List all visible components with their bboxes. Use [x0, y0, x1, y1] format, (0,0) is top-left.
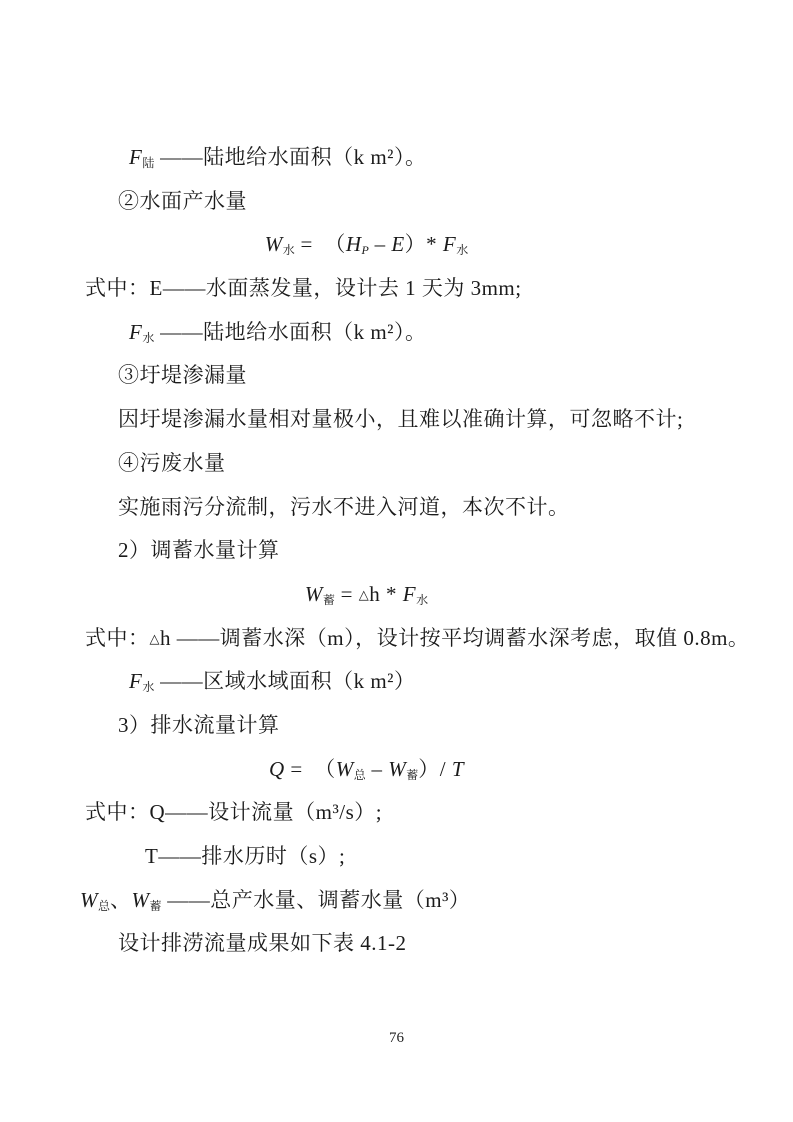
text-segment: ——区域水域面积（k m²）	[154, 669, 416, 694]
text-segment: ）*	[404, 232, 443, 257]
text-segment: 因圩堤渗漏水量相对量极小，且难以准确计算，可忽略不计;	[118, 407, 684, 432]
formula-variable: F	[129, 319, 143, 344]
formula-line	[0, 748, 793, 792]
text-line	[0, 922, 793, 966]
text-segment: 实施雨污分流制，污水不进入河道，本次不计。	[118, 494, 570, 519]
text-segment: 水	[456, 243, 469, 258]
formula-variable: W	[304, 581, 323, 606]
text-line	[0, 442, 793, 486]
text-line	[0, 486, 793, 530]
formula-variable: E	[391, 232, 405, 257]
text-segment: = （	[284, 756, 336, 781]
text-line	[0, 529, 793, 573]
text-segment: 式中：E——水面蒸发量，设计去 1 天为 3mm;	[85, 276, 522, 301]
formula-line	[0, 223, 793, 267]
text-segment: = （	[294, 232, 346, 257]
text-line	[0, 660, 793, 704]
text-segment: T——排水历时（s）;	[145, 844, 346, 868]
text-segment: △	[149, 631, 160, 647]
text-line	[0, 180, 793, 224]
text-line	[0, 704, 793, 748]
text-segment: △	[358, 587, 370, 603]
formula-line	[0, 573, 793, 617]
formula-variable: F	[442, 232, 457, 257]
text-segment: ④污废水量	[118, 450, 226, 475]
text-segment: 水	[282, 243, 295, 258]
document-body	[0, 136, 793, 966]
text-segment: 蓄	[406, 767, 419, 782]
text-segment: ）/	[418, 756, 452, 781]
text-segment: 设计排涝流量成果如下表 4.1-2	[118, 931, 407, 956]
text-line	[0, 398, 793, 442]
text-line	[0, 835, 793, 879]
text-segment: 、	[110, 887, 132, 912]
text-segment: 2）调蓄水量计算	[118, 538, 280, 563]
text-segment: 总	[98, 898, 111, 913]
formula-variable: W	[131, 887, 150, 912]
text-segment: 总	[353, 767, 366, 782]
formula-variable: H	[345, 232, 362, 257]
text-line	[0, 354, 793, 398]
page-number: 76	[389, 1030, 404, 1046]
formula-variable: T	[451, 756, 465, 781]
text-segment: –	[368, 232, 392, 257]
text-segment: P	[361, 243, 369, 258]
formula-variable: W	[264, 232, 283, 257]
formula-variable: F	[129, 669, 143, 694]
text-segment: ——陆地给水面积（k m²）。	[154, 319, 427, 344]
text-line	[0, 136, 793, 180]
formula-variable: F	[402, 581, 417, 606]
text-segment: =	[334, 581, 359, 606]
formula-variable: W	[335, 756, 354, 781]
formula-variable: W	[388, 756, 407, 781]
text-line	[0, 267, 793, 311]
text-segment: ——总产水量、调蓄水量（m³）	[161, 887, 471, 912]
text-segment: ③圩堤渗漏量	[118, 363, 247, 388]
text-segment: ——陆地给水面积（k m²）。	[154, 145, 427, 169]
text-segment: 水	[142, 680, 155, 695]
formula-variable: F	[129, 145, 143, 169]
text-line	[0, 791, 793, 835]
text-segment: –	[365, 756, 389, 781]
text-segment: 蓄	[322, 592, 335, 607]
formula-variable: Q	[268, 756, 285, 781]
text-line	[0, 617, 793, 661]
formula-variable: W	[80, 887, 98, 912]
text-segment: 蓄	[149, 898, 162, 913]
text-segment: ②水面产水量	[118, 188, 247, 213]
text-segment: 式中：	[85, 625, 150, 650]
text-segment: 水	[142, 330, 155, 345]
text-segment: 水	[416, 592, 429, 607]
text-segment: 陆	[142, 156, 155, 170]
text-segment: 3）排水流量计算	[118, 712, 280, 737]
text-segment: 式中：Q——设计流量（m³/s）;	[85, 800, 383, 825]
text-segment: h ——调蓄水深（m），设计按平均调蓄水深考虑，取值 0.8m。	[160, 625, 750, 650]
text-line	[0, 879, 793, 923]
text-segment: h *	[369, 581, 403, 606]
text-line	[0, 311, 793, 355]
